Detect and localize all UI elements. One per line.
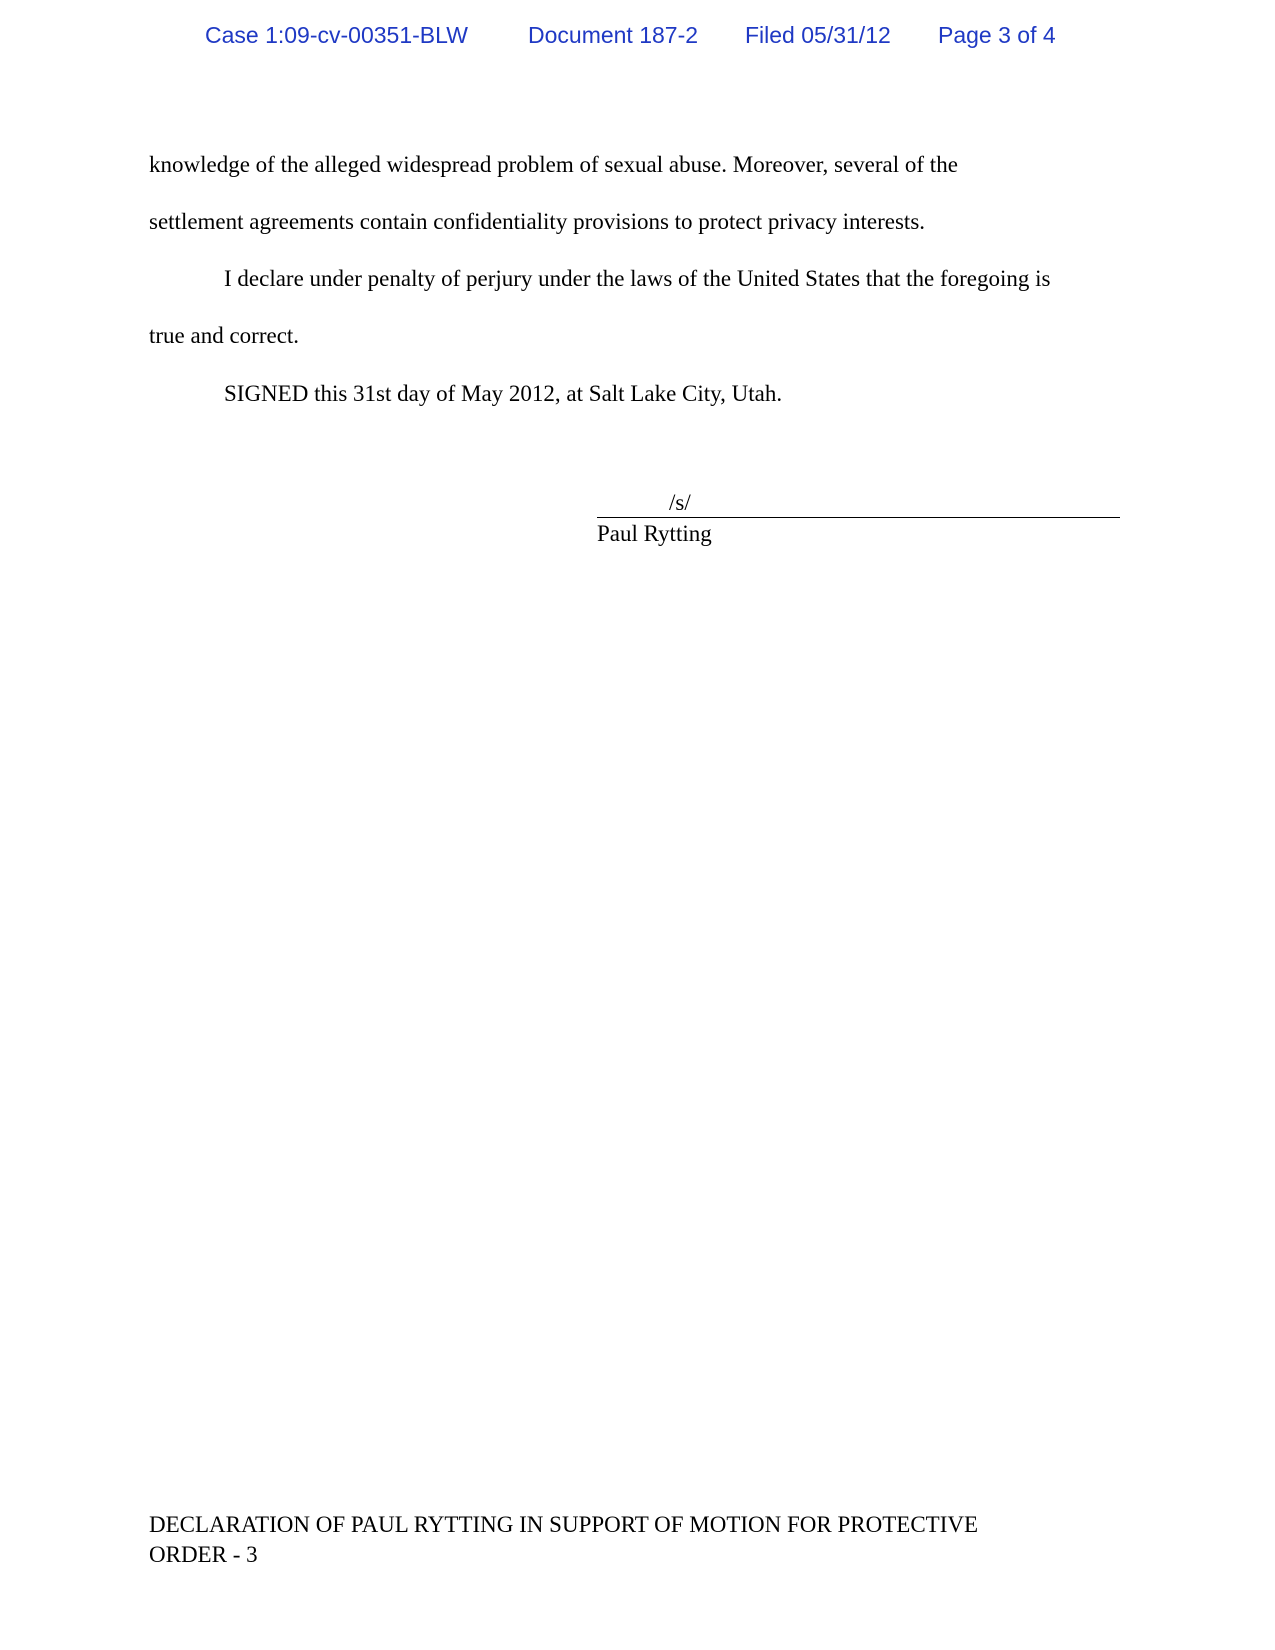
page-indicator: Page 3 of 4 <box>938 22 1056 48</box>
body-line-1: knowledge of the alleged widespread problem of sexual abuse. Moreover, several of the <box>149 152 958 177</box>
footer-title-line-1: DECLARATION OF PAUL RYTTING IN SUPPORT OF MOTION FOR PROTECTIVE <box>149 1512 979 1537</box>
footer-title-line-2: ORDER - 3 <box>149 1542 258 1567</box>
declaration-line-2: true and correct. <box>149 323 300 348</box>
document-number: Document 187-2 <box>528 22 699 48</box>
body-line-2: settlement agreements contain confidentiality provisions to protect privacy interests. <box>149 209 926 234</box>
declaration-line-1: I declare under penalty of perjury under the laws of the United States that the foregoing is <box>224 266 1051 291</box>
filed-date: Filed 05/31/12 <box>745 22 891 48</box>
case-number: Case 1:09-cv-00351-BLW <box>205 22 468 48</box>
document-footer <box>149 1510 1149 1570</box>
signer-name: Paul Rytting <box>597 521 712 546</box>
ecf-filing-header <box>0 22 1275 56</box>
electronic-signature-mark: /s/ <box>669 490 691 515</box>
signature-block <box>597 487 1120 548</box>
signature-line <box>597 487 1120 518</box>
signed-statement: SIGNED this 31st day of May 2012, at Salt Lake City, Utah. <box>224 381 783 406</box>
